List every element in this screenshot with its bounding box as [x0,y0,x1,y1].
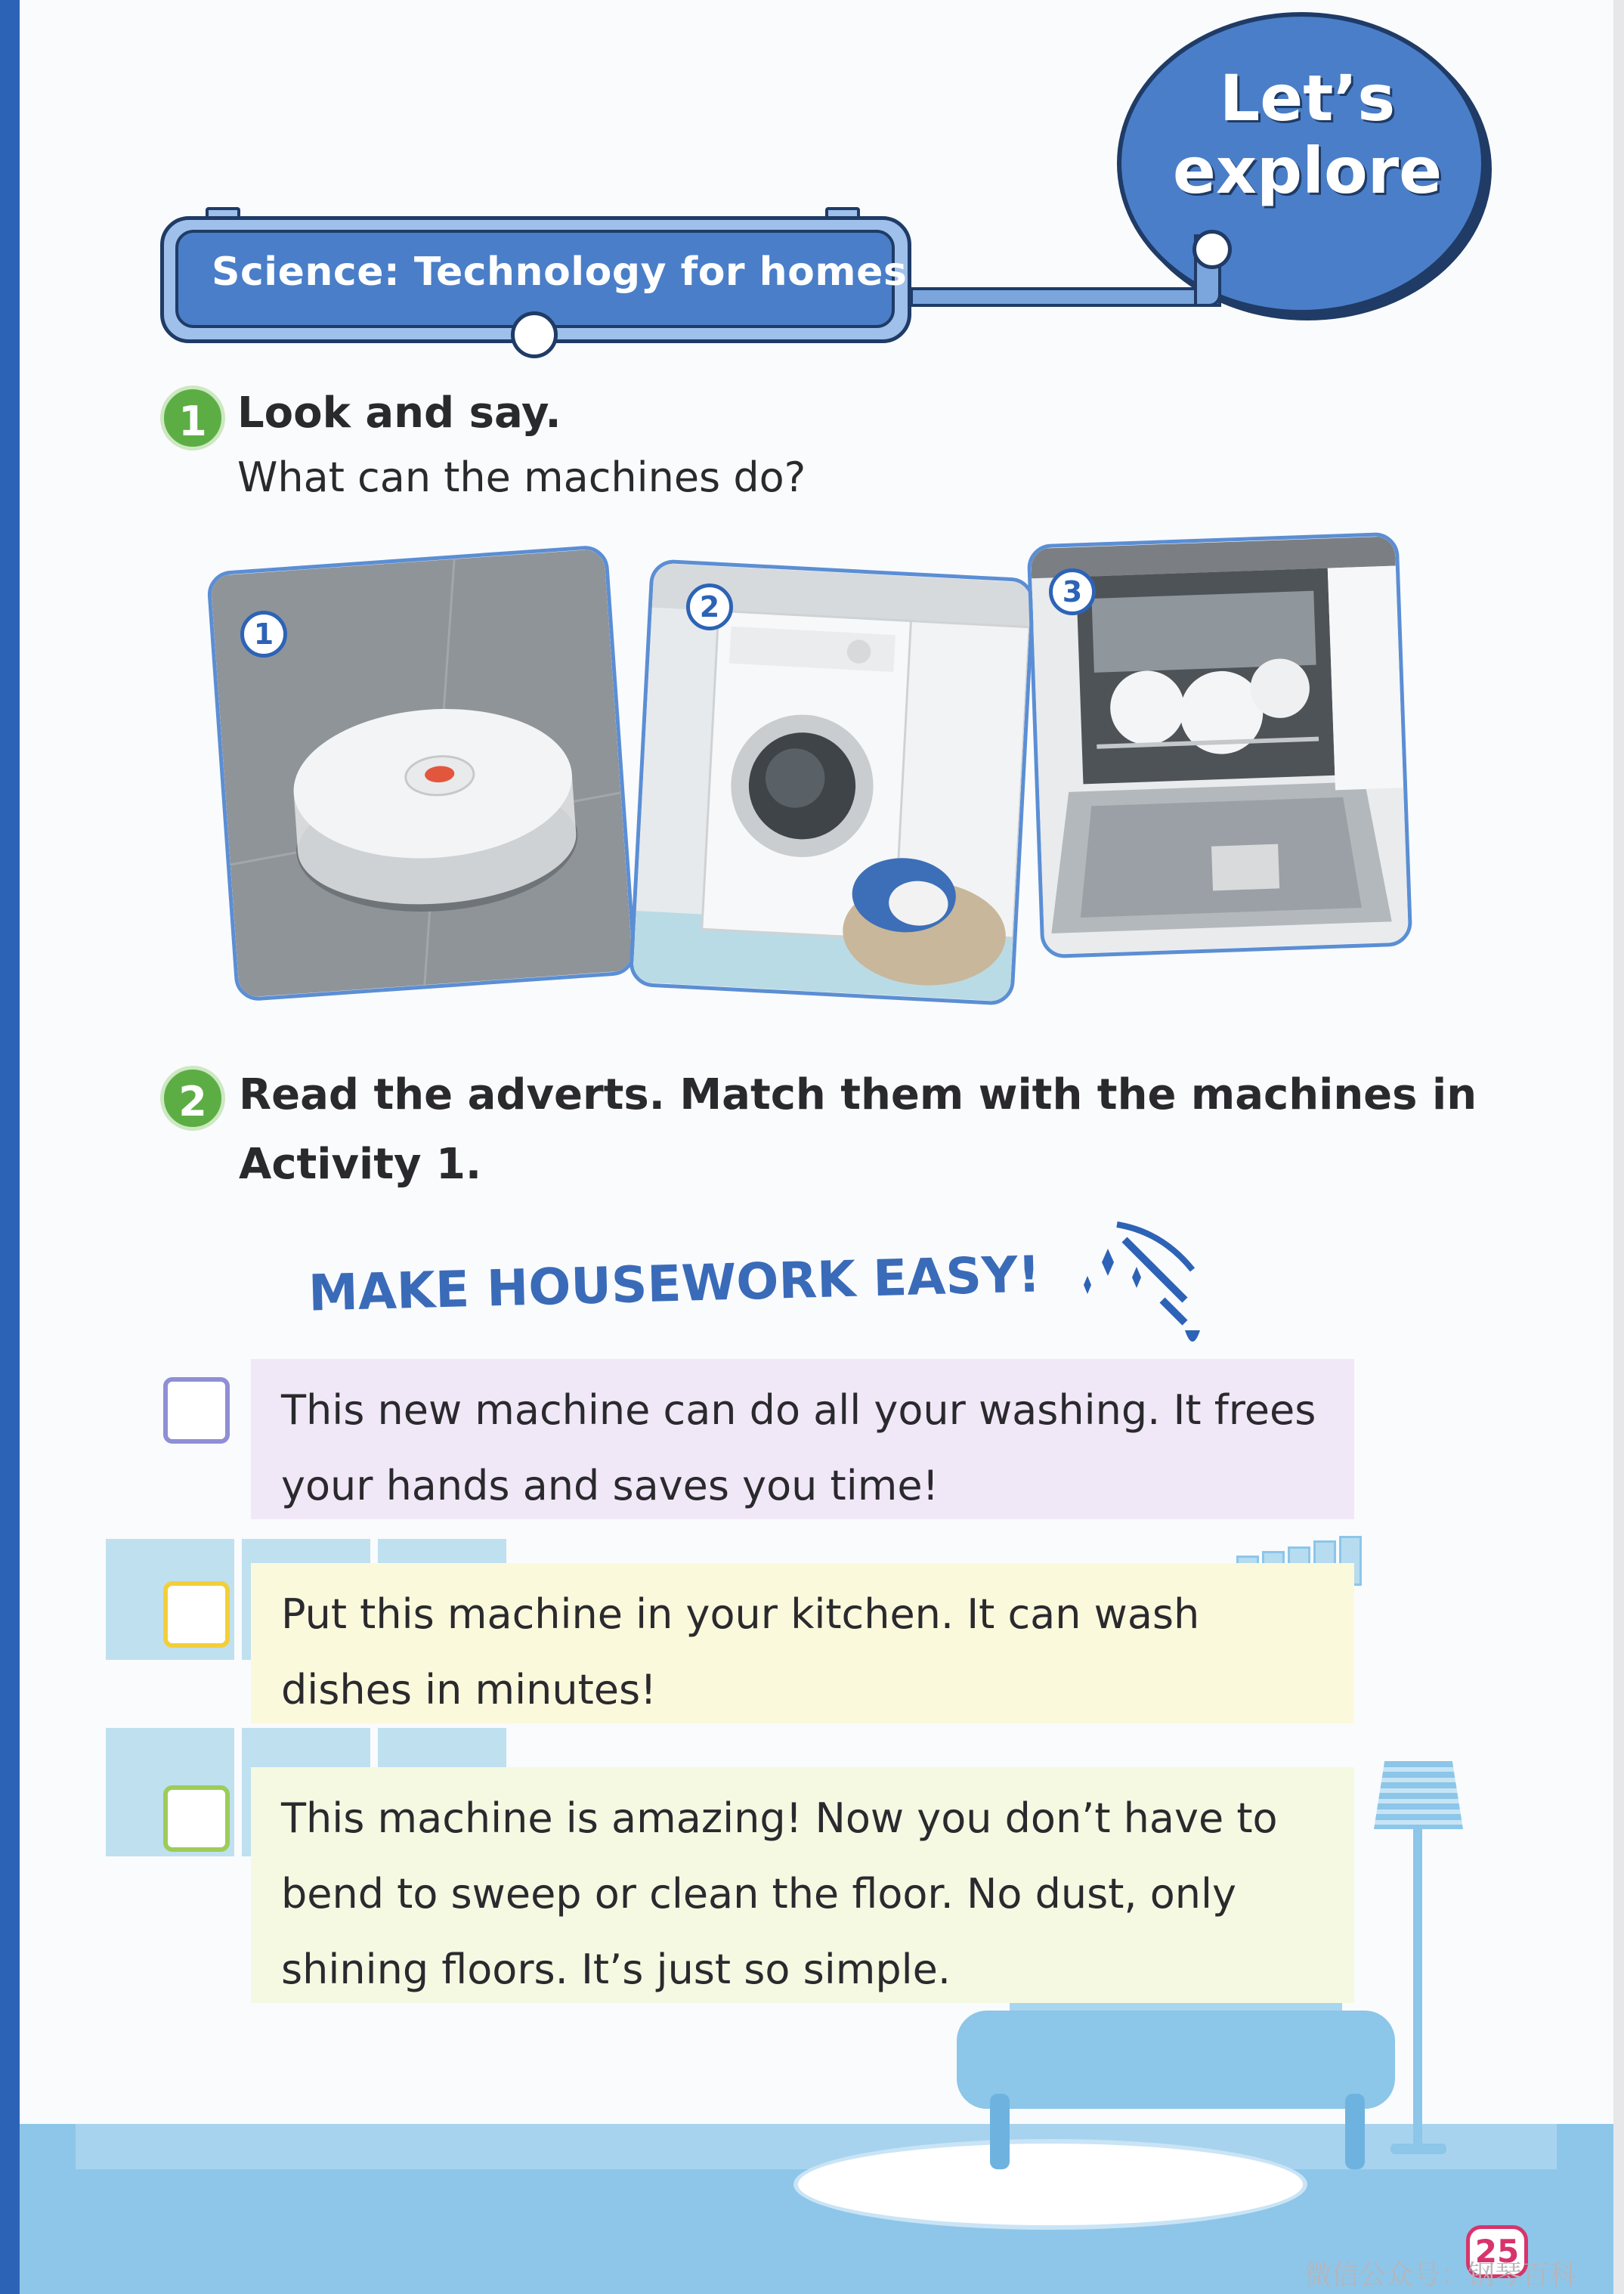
activity-1-heading: Look and say. [237,389,561,438]
squeegee-sparkle-icon [1072,1209,1208,1353]
lamp-illustration [1374,1761,1463,1829]
lamp-pole [1413,1829,1422,2147]
activity-2-heading-line-1: Read the adverts. Match them with the machines in [239,1070,1477,1119]
photo-number-1: 1 [240,611,287,658]
advert-text-line: bend to sweep or clean the floor. No dust, only [281,1870,1236,1918]
valve-icon [1192,230,1232,269]
lamp-base [1390,2144,1446,2154]
activity-1-question: What can the machines do? [237,454,806,501]
advert-text-line: dishes in minutes! [281,1666,657,1714]
match-checkbox-1[interactable] [163,1377,230,1444]
photo-number-2: 2 [686,584,733,630]
activity-1-number: 1 [160,385,225,450]
advert-box [251,1767,1354,2003]
photo-number-3: 3 [1049,568,1096,615]
advert-text-line: shining floors. It’s just so simple. [281,1946,951,1993]
badge-title: Let’s explore [1172,61,1443,208]
match-checkbox-3[interactable] [163,1785,230,1852]
page-number: 25 [1466,2225,1528,2278]
advert-text-line: your hands and saves you time! [281,1462,939,1509]
valve-knob-icon [511,311,558,358]
page-edge [1613,0,1624,2294]
section-title: Science: Technology for homes [212,249,908,295]
activity-2-number: 2 [160,1066,225,1131]
sofa-seat [957,2011,1395,2109]
advert-box [251,1359,1354,1519]
pipe [910,287,1221,307]
washing-machine-image [633,562,1032,1001]
activity-2-heading-line-2: Activity 1. [239,1140,482,1189]
advert-text-line: This machine is amazing! Now you don’t have to [281,1794,1278,1842]
rug-illustration [793,2139,1307,2230]
sofa-leg [990,2094,1010,2169]
advert-text-line: This new machine can do all your washing. It frees [281,1386,1316,1434]
book-spine [0,0,20,2294]
advert-box [251,1563,1354,1723]
watermark-text: 微信公众号：钢琴百科 [1304,2260,1577,2291]
floor-edge [76,2124,1557,2169]
match-checkbox-2[interactable] [163,1581,230,1648]
advert-text-line: Put this machine in your kitchen. It can wash [281,1590,1200,1638]
photo-washing-machine [629,559,1036,1006]
adverts-title: MAKE HOUSEWORK EASY! [308,1245,1041,1323]
sofa-leg [1345,2094,1365,2169]
